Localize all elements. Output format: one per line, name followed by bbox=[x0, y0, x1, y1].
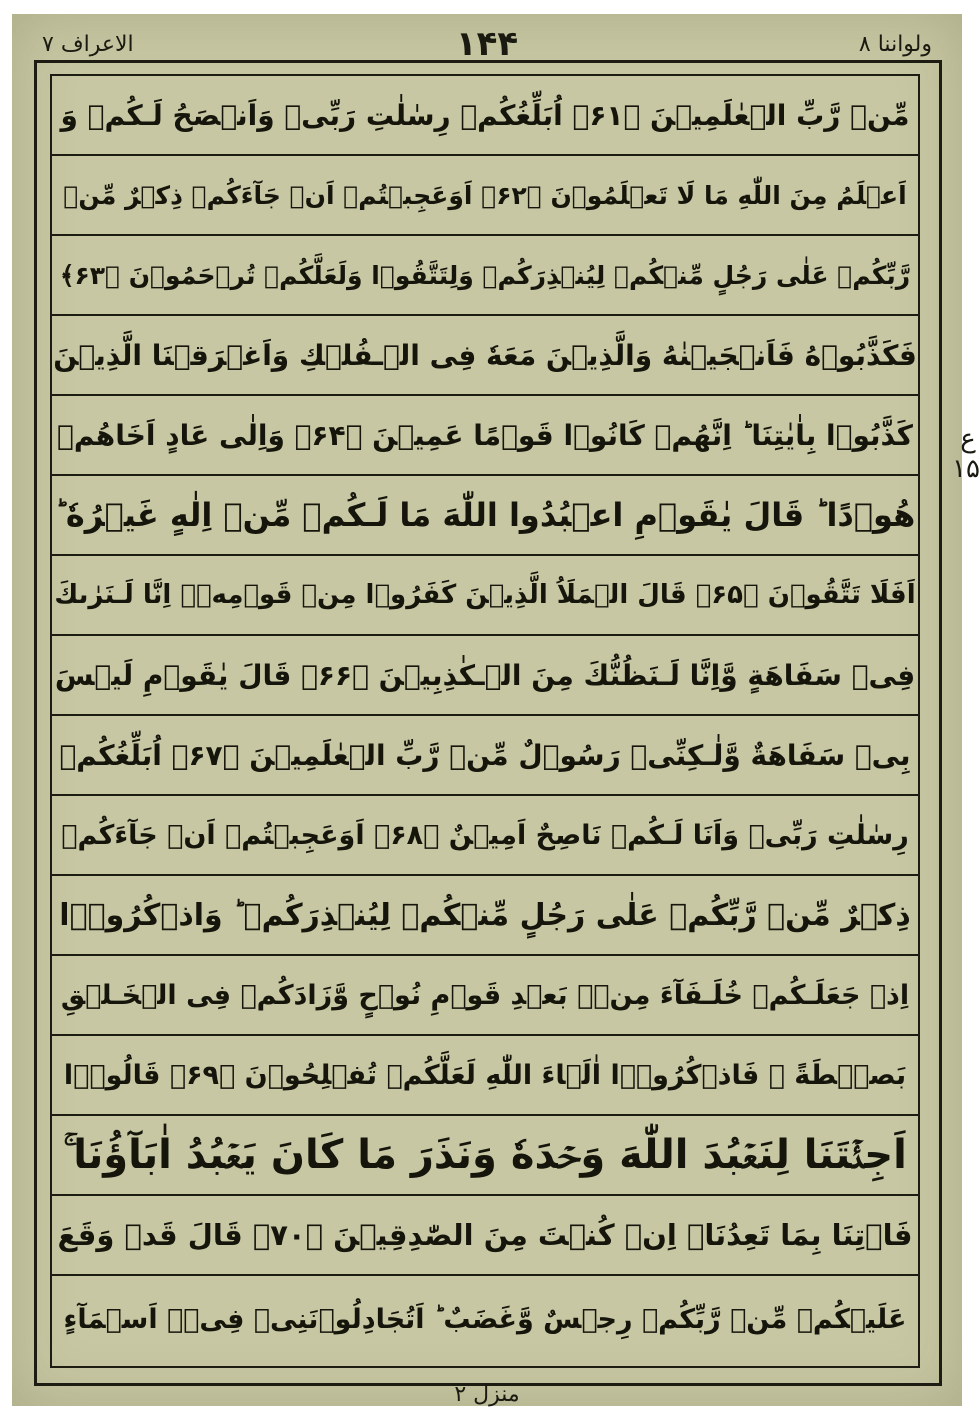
text-line-1: مِّنۡ رَّبِّ الۡعٰلَمِيۡنَ ﴿۶۱﴾ اُبَلِّغُكُمۡ رِسٰلٰتِ رَبِّىۡ وَاَنۡصَحُ لَـكُمۡ وَ bbox=[52, 76, 918, 156]
text-line-10: رِسٰلٰتِ رَبِّىۡ وَاَنَا لَـكُمۡ نَاصِحٌ اَمِيۡنٌ ﴿۶۸﴾ اَوَعَجِبۡتُمۡ اَنۡ جَآءَكُمۡ bbox=[52, 796, 918, 876]
text-line-14: اَجِئۡتَنَا لِنَعۡبُدَ اللّٰهَ وَحۡدَهٗ وَنَذَرَ مَا كَانَ يَعۡبُدُ اٰبَآؤُنَا ۚ bbox=[52, 1116, 918, 1196]
text-line-11: ذِكۡرٌ مِّنۡ رَّبِّكُمۡ عَلٰى رَجُلٍ مِّنۡكُمۡ لِيُنۡذِرَكُمۡ ؕ وَاذۡكُرُوۡۤا bbox=[52, 876, 918, 956]
header-juz-name: ولواننا ۸ bbox=[858, 32, 932, 57]
text-line-15: فَاۡتِنَا بِمَا تَعِدُنَاۤ اِنۡ كُنۡتَ مِنَ الصّٰدِقِيۡنَ ﴿۷۰﴾ قَالَ قَدۡ وَقَعَ bbox=[52, 1196, 918, 1276]
text-line-13: بَصۜۡطَةً ۚ فَاذۡكُرُوۡۤا اٰلَۤاءَ اللّٰهِ لَعَلَّكُمۡ تُفۡلِحُوۡنَ ﴿۶۹﴾ قَالُوۡۤا bbox=[52, 1036, 918, 1116]
text-line-6: هُوۡدًا ؕ قَالَ يٰقَوۡمِ اعۡبُدُوا اللّٰهَ مَا لَـكُمۡ مِّنۡ اِلٰهٍ غَيۡرُهٗ ؕ bbox=[52, 476, 918, 556]
mushaf-page bbox=[12, 14, 980, 1407]
text-line-2: اَعۡلَمُ مِنَ اللّٰهِ مَا لَا تَعۡلَمُوۡنَ ﴿۶۲﴾ اَوَعَجِبۡتُمۡ اَنۡ جَآءَكُمۡ ذِكۡرٌ مِّنۡ bbox=[52, 156, 918, 236]
text-line-7: اَفَلَا تَتَّقُوۡنَ ﴿۶۵﴾ قَالَ الۡمَلَاُ الَّذِيۡنَ كَفَرُوۡا مِنۡ قَوۡمِهٖۤ اِنَّا لَـنَرٰٮكَ bbox=[52, 556, 918, 636]
text-line-12: اِذۡ جَعَلَـكُمۡ خُلَـفَآءَ مِنۡۢ بَعۡدِ قَوۡمِ نُوۡحٍ وَّزَادَكُمۡ فِى الۡخَـلۡقِ bbox=[52, 956, 918, 1036]
header-surah-name: الاعراف ۷ bbox=[42, 32, 134, 57]
text-line-16: عَلَيۡكُمۡ مِّنۡ رَّبِّكُمۡ رِجۡسٌ وَّغَضَبٌ ؕ اَتُجَادِلُوۡنَنِىۡ فِىۡۤ اَسۡمَآءٍ bbox=[63, 1303, 907, 1335]
footer-manzil: منزل ۲ bbox=[454, 1382, 520, 1407]
text-block bbox=[50, 74, 920, 1368]
ruku-marker: ع ۱۵ bbox=[952, 424, 980, 484]
text-line-5: كَذَّبُوۡا بِاٰيٰتِنَا ؕ اِنَّهُمۡ كَانُوۡا قَوۡمًا عَمِيۡنَ ﴿۶۴﴾ وَاِلٰى عَادٍ اَخَاهُمۡ bbox=[52, 396, 918, 476]
text-line-9: بِىۡ سَفَاهَةٌ وَّلٰـكِنِّىۡ رَسُوۡلٌ مِّنۡ رَّبِّ الۡعٰلَمِيۡنَ ﴿۶۷﴾ اُبَلِّغُكُمۡ bbox=[52, 716, 918, 796]
text-line-8: فِىۡ سَفَاهَةٍ وَّاِنَّا لَـنَظُنُّكَ مِنَ الۡـكٰذِبِيۡنَ ﴿۶۶﴾ قَالَ يٰقَوۡمِ لَيۡسَ bbox=[52, 636, 918, 716]
text-line-4: فَكَذَّبُوۡهُ فَاَنۡجَيۡنٰهُ وَالَّذِيۡنَ مَعَهٗ فِى الۡـفُلۡكِ وَاَغۡرَقۡنَا الَّذِيۡنَ bbox=[52, 316, 918, 396]
page-number: ۱۴۴ bbox=[455, 24, 519, 64]
text-line-3: رَّبِّكُمۡ عَلٰى رَجُلٍ مِّنۡكُمۡ لِيُنۡذِرَكُمۡ وَلِتَتَّقُوۡا وَلَعَلَّكُمۡ تُرۡحَمُوۡنَ ﴿۶۳﴾ bbox=[52, 236, 918, 316]
